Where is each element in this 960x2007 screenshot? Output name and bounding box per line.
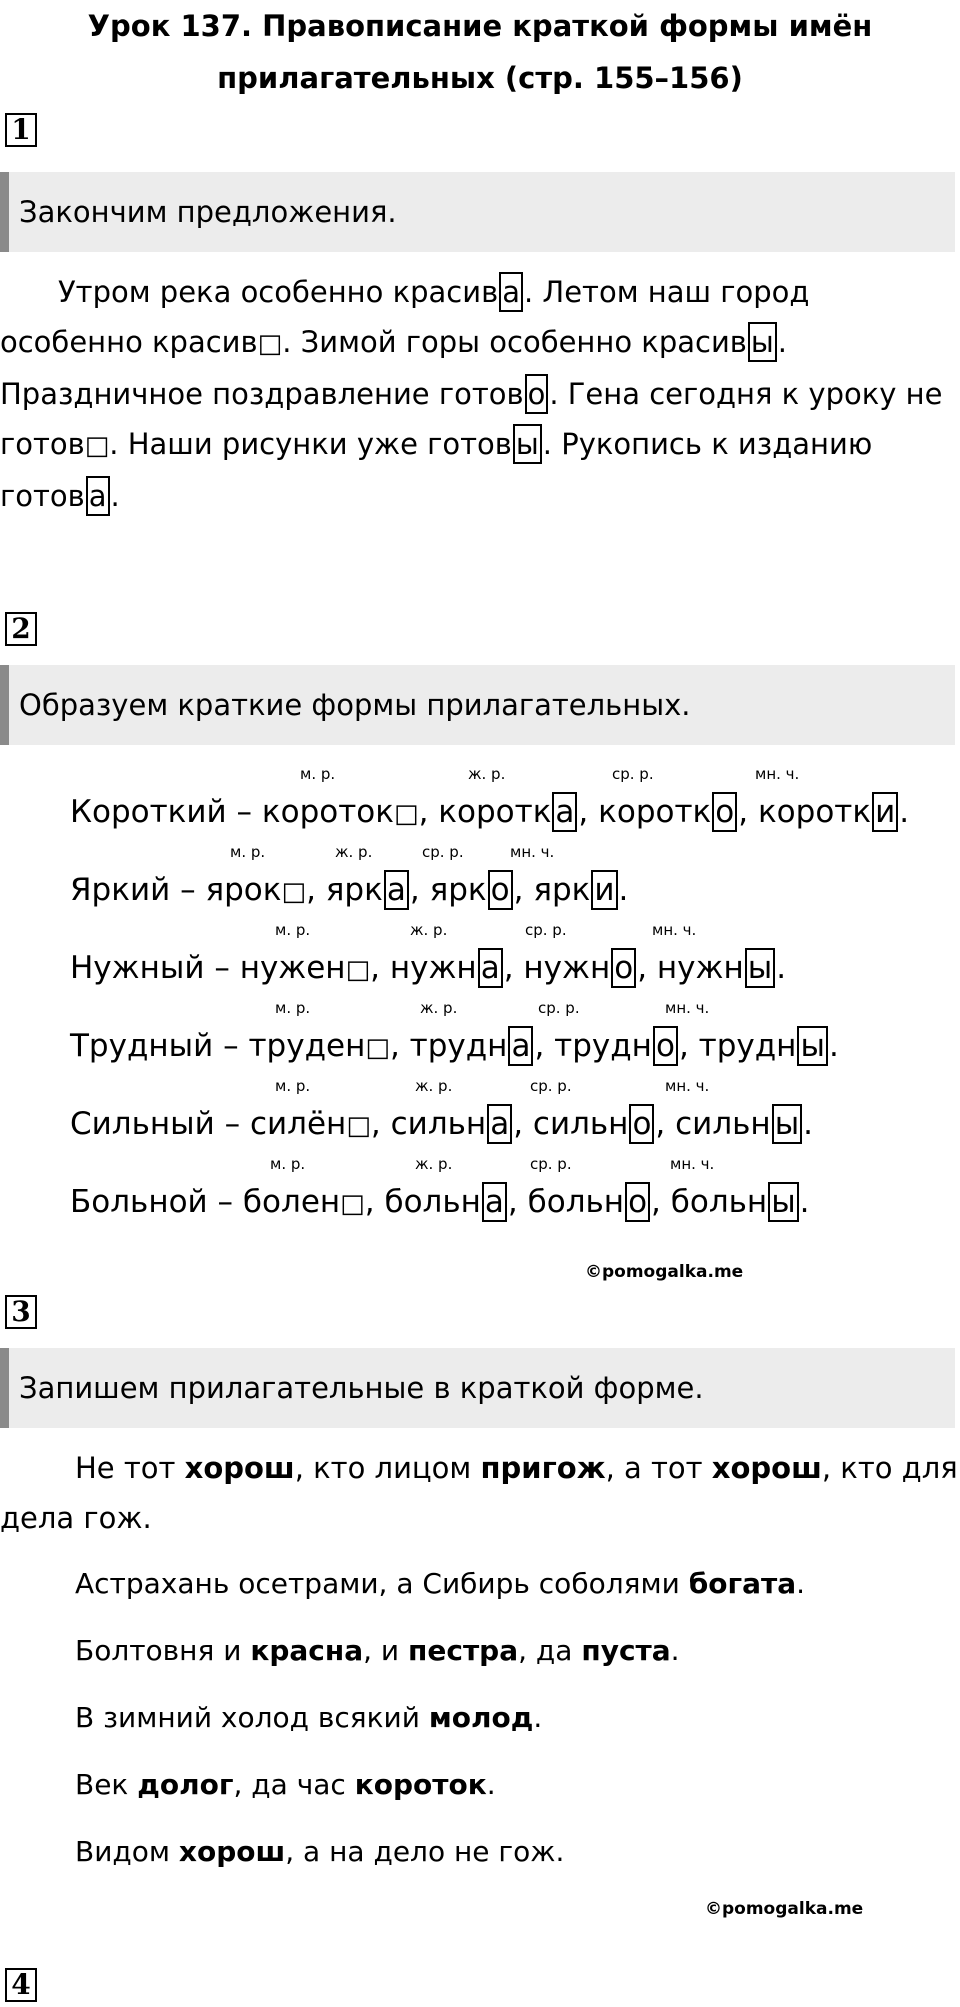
adjective-row-3: Нужный – нужен□, нужн а , нужн о , нужн ы .: [70, 950, 787, 986]
label-neuter: ср. р.: [530, 1077, 572, 1095]
ending-box: и: [591, 870, 617, 910]
task-number-1: 1: [5, 113, 37, 147]
label-neuter: ср. р.: [612, 765, 654, 783]
label-neuter: ср. р.: [525, 921, 567, 939]
task-number-3: 3: [5, 1295, 37, 1329]
proverb-3: Болтовня и красна, и пестра, да пуста.: [75, 1634, 680, 1667]
label-plural: мн. ч.: [652, 921, 697, 939]
label-plural: мн. ч.: [665, 1077, 710, 1095]
ending-box: а: [482, 1182, 507, 1222]
label-feminine: ж. р.: [420, 999, 458, 1017]
label-masculine: м. р.: [230, 843, 266, 861]
proverb-4: В зимний холод всякий молод.: [75, 1701, 543, 1734]
ending-box: о: [525, 374, 549, 414]
label-plural: мн. ч.: [755, 765, 800, 783]
ending-box: а: [478, 948, 503, 988]
title-line-2: прилагательных (стр. 155–156): [217, 61, 743, 95]
ending-box: ы: [748, 322, 777, 362]
ending-box: о: [653, 1026, 678, 1066]
label-plural: мн. ч.: [510, 843, 555, 861]
label-masculine: м. р.: [300, 765, 336, 783]
ending-box: о: [629, 1104, 654, 1144]
task-number-4: 4: [5, 1968, 37, 2002]
label-masculine: м. р.: [275, 921, 311, 939]
label-feminine: ж. р.: [415, 1077, 453, 1095]
ending-box: о: [712, 792, 737, 832]
ending-box: и: [872, 792, 898, 832]
task-1-line-2: особенно красив□. Зимой горы особенно красив ы .: [0, 317, 960, 369]
task-1-line-5: готов а .: [0, 471, 960, 521]
task-1-text: [0, 267, 960, 521]
label-feminine: ж. р.: [415, 1155, 453, 1173]
label-masculine: м. р.: [275, 1077, 311, 1095]
proverb-6: Видом хорош, а на дело не гож.: [75, 1835, 565, 1868]
empty-ending: □: [84, 431, 110, 461]
ending-box: а: [552, 792, 577, 832]
task-1-line-1: Утром река особенно красив а . Летом наш город: [0, 267, 960, 317]
ending-box: о: [625, 1182, 650, 1222]
adjective-row-6: Больной – болен□, больн а , больн о , больн ы .: [70, 1184, 810, 1220]
watermark: ©pomogalka.me: [585, 1262, 744, 1282]
ending-box: а: [86, 476, 110, 516]
ending-box: а: [499, 272, 523, 312]
label-plural: мн. ч.: [670, 1155, 715, 1173]
ending-box: ы: [768, 1182, 798, 1222]
adjective-row-4: Трудный – труден□, трудн а , трудн о , трудн ы .: [70, 1028, 839, 1064]
page-title: [0, 0, 960, 104]
ending-box: о: [611, 948, 636, 988]
ending-box: ы: [745, 948, 775, 988]
label-feminine: ж. р.: [468, 765, 506, 783]
ending-box: а: [384, 870, 409, 910]
adjective-row-2: Яркий – ярок□, ярк а , ярк о , ярк и .: [70, 872, 629, 908]
ending-box: ы: [513, 424, 542, 464]
task-1-heading: Закончим предложения.: [19, 195, 397, 229]
label-neuter: ср. р.: [538, 999, 580, 1017]
proverb-5: Век долог, да час короток.: [75, 1768, 496, 1801]
title-line-1: Урок 137. Правописание краткой формы имён: [87, 9, 873, 43]
ending-box: ы: [772, 1104, 802, 1144]
task-1-line-3: Праздничное поздравление готов о . Гена сегодня к уроку не: [0, 369, 960, 419]
label-feminine: ж. р.: [335, 843, 373, 861]
label-masculine: м. р.: [270, 1155, 306, 1173]
empty-ending: □: [257, 329, 283, 359]
task-number-2: 2: [5, 612, 37, 646]
task-1-line-4: готов□. Наши рисунки уже готов ы . Рукопись к изданию: [0, 419, 960, 471]
proverb-1: Не тот хорош, кто лицом пригож, а тот хорош, кто для дела гож.: [0, 1451, 958, 1535]
ending-box: о: [488, 870, 513, 910]
ending-box: а: [487, 1104, 512, 1144]
task-1-heading-bar: [0, 172, 955, 252]
label-masculine: м. р.: [275, 999, 311, 1017]
task-2-heading: Образуем краткие формы прилагательных.: [19, 688, 691, 722]
adjective-row-1: Короткий – короток□, коротк а , коротк о , коротк и .: [70, 794, 910, 830]
task-3-heading-bar: [0, 1348, 955, 1428]
label-neuter: ср. р.: [422, 843, 464, 861]
task-2-heading-bar: [0, 665, 955, 745]
adjective-row-5: Сильный – силён□, сильн а , сильн о , сильн ы .: [70, 1106, 814, 1142]
watermark: ©pomogalka.me: [705, 1899, 864, 1919]
label-plural: мн. ч.: [665, 999, 710, 1017]
ending-box: а: [508, 1026, 533, 1066]
label-feminine: ж. р.: [410, 921, 448, 939]
proverb-2: Астрахань осетрами, а Сибирь соболями богата.: [75, 1567, 806, 1600]
label-neuter: ср. р.: [530, 1155, 572, 1173]
task-3-heading: Запишем прилагательные в краткой форме.: [19, 1371, 704, 1405]
ending-box: ы: [797, 1026, 827, 1066]
